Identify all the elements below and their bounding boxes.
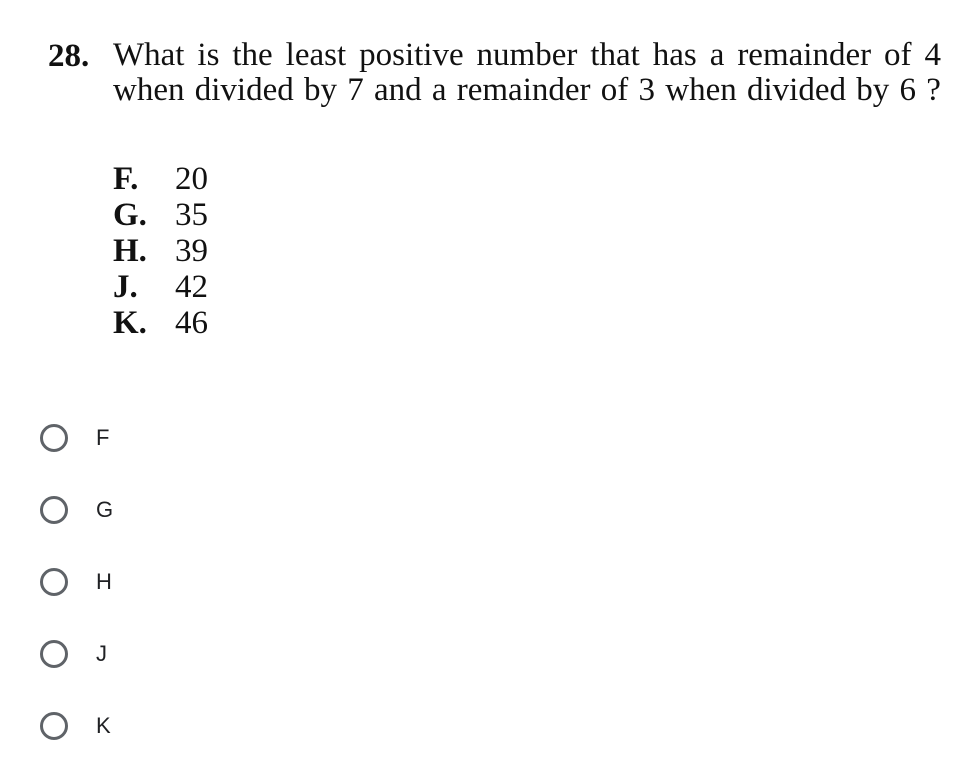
choice-item — [113, 198, 208, 234]
answer-option-label: J — [96, 641, 107, 666]
choice-value: 35 — [175, 197, 208, 233]
choice-value: 20 — [175, 161, 208, 197]
answer-option-g[interactable] — [40, 474, 113, 546]
radio-button-icon[interactable] — [40, 568, 68, 596]
choice-letter: G. — [113, 197, 147, 233]
choice-item — [113, 162, 208, 198]
question-image — [0, 0, 971, 360]
choice-item — [113, 270, 208, 306]
choice-item — [113, 234, 208, 270]
question-number: 28. — [48, 38, 90, 74]
answer-radio-group — [40, 402, 113, 762]
choice-letter: J. — [113, 269, 138, 305]
answer-option-j[interactable] — [40, 618, 113, 690]
choice-list — [113, 162, 208, 342]
answer-option-label: F — [96, 425, 110, 450]
answer-option-label: K — [96, 713, 111, 738]
radio-button-icon[interactable] — [40, 424, 68, 452]
answer-option-label: G — [96, 497, 114, 522]
choice-letter: K. — [113, 305, 147, 341]
choice-value: 39 — [175, 233, 208, 269]
answer-option-f[interactable] — [40, 402, 113, 474]
question-text: What is the least positive number that has a remainder of 4 when divided by 7 and a remainder of 3 when divided by 6 ? — [113, 37, 941, 108]
answer-option-h[interactable] — [40, 546, 113, 618]
radio-button-icon[interactable] — [40, 496, 68, 524]
radio-button-icon[interactable] — [40, 640, 68, 668]
choice-value: 42 — [175, 269, 208, 305]
choice-letter: F. — [113, 161, 139, 197]
answer-option-k[interactable] — [40, 690, 113, 762]
answer-option-label: H — [96, 569, 112, 594]
choice-value: 46 — [175, 305, 208, 341]
radio-button-icon[interactable] — [40, 712, 68, 740]
choice-item — [113, 306, 208, 342]
choice-letter: H. — [113, 233, 147, 269]
